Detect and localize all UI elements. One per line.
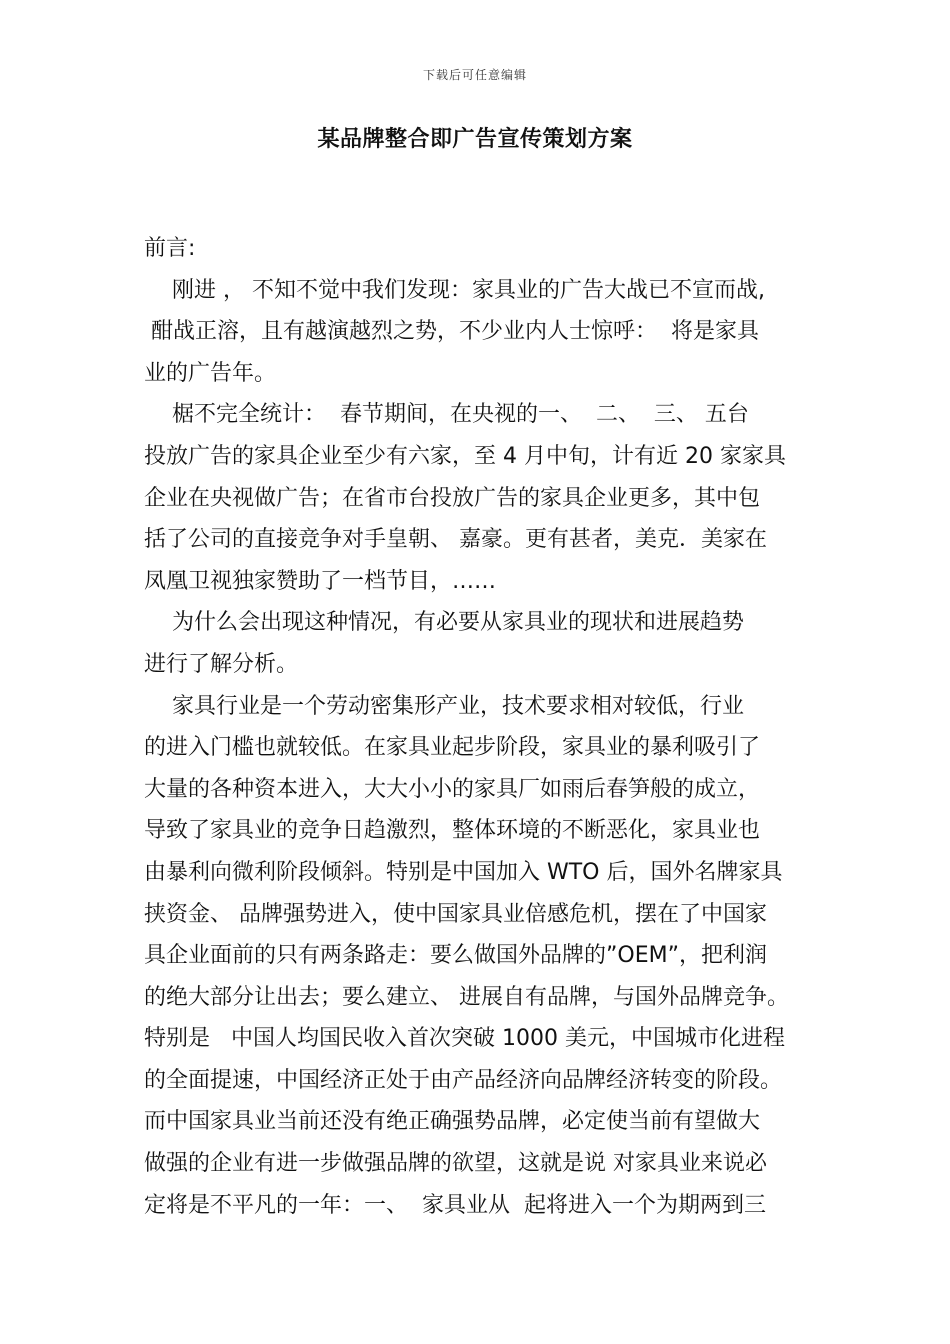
body-line: 企业在央视做广告；在省市台投放广告的家具企业更多，其中包: [144, 485, 761, 511]
body-line: 业的广告年。: [144, 360, 277, 386]
body-line: 括了公司的直接竞争对手皇朝、 嘉豪。更有甚者，美克．美家在: [144, 527, 767, 553]
body-line: 凤凰卫视独家赞助了一档节目，……: [144, 568, 497, 594]
body-line: 的全面提速，中国经济正处于由产品经济向品牌经济转变的阶段。: [144, 1067, 783, 1093]
body-line: 刚进 ， 不知不觉中我们发现：家具业的广告大战已不宣而战,: [144, 277, 765, 303]
body-line: 挟资金、 品牌强势进入，使中国家具业倍感危机，摆在了中国家: [144, 901, 767, 927]
body-line: 特别是 中国人均国民收入首次突破 1000 美元，中国城市化进程: [144, 1026, 785, 1052]
body-line: 酣战正溶，且有越演越烈之势，不少业内人士惊呼： 将是家具: [144, 319, 759, 345]
document-title: 某品牌整合即广告宣传策划方案: [317, 127, 633, 152]
body-line: 定将是不平凡的一年：一、 家具业从 起将进入一个为期两到三: [144, 1192, 766, 1218]
body-line: 导致了家具业的竞争日趋激烈，整体环境的不断恶化，家具业也: [144, 818, 761, 844]
body-line: 具企业面前的只有两条路走：要么做国外品牌的”OEM”，把利润: [144, 943, 767, 969]
body-line: 大量的各种资本进入，大大小小的家具厂如雨后春笋般的成立，: [144, 776, 761, 802]
header-note: 下载后可任意编辑: [422, 68, 527, 82]
body-line: 为什么会出现这种情况，有必要从家具业的现状和进展趋势: [144, 610, 744, 636]
body-line: 的绝大部分让出去；要么建立、 进展自有品牌，与国外品牌竞争。: [144, 984, 789, 1010]
body-line: 的进入门槛也就较低。在家具业起步阶段，家具业的暴利吸引了: [144, 735, 761, 761]
body-line: 而中国家具业当前还没有绝正确强势品牌，必定使当前有望做大: [144, 1109, 761, 1135]
body-line: 家具行业是一个劳动密集形产业，技术要求相对较低，行业: [144, 693, 744, 719]
body-line: 椐不完全统计： 春节期间，在央视的一、 二、 三、 五台: [144, 402, 749, 428]
body-line: 由暴利向微利阶段倾斜。特别是中国加入 WTO 后，国外名牌家具: [144, 859, 783, 885]
body-line: 进行了解分析。: [144, 651, 299, 677]
body-line: 做强的企业有进一步做强品牌的欲望，这就是说 对家具业来说必: [144, 1151, 767, 1177]
document-body: [144, 228, 824, 1226]
body-line: 投放广告的家具企业至少有六家，至 4 月中旬，计有近 20 家家具: [144, 443, 786, 469]
body-line: 前言:: [144, 236, 196, 261]
